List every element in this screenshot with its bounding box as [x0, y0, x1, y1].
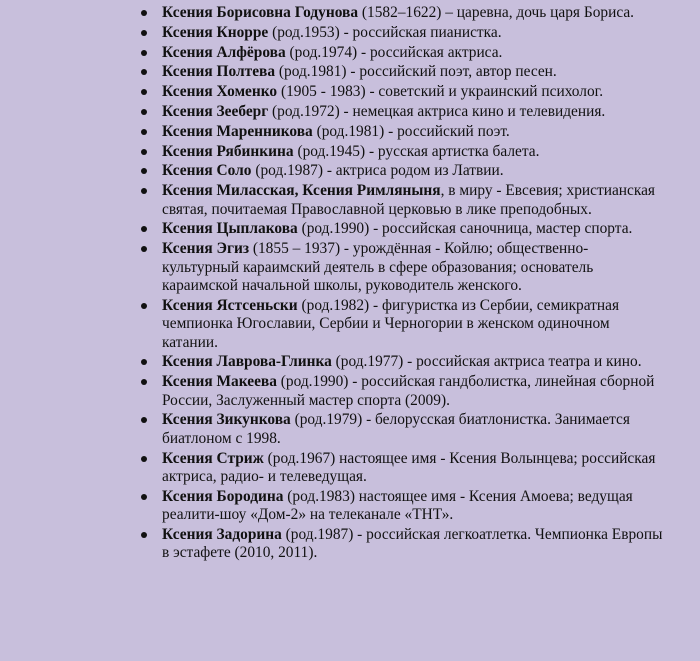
list-item: [0, 353, 700, 371]
person-description: (род.1990) - российская саночница, мастер спорта.: [297, 220, 633, 238]
list-item: [0, 297, 700, 352]
bullet-icon: [141, 494, 147, 500]
person-name: Ксения Бородина: [162, 487, 284, 505]
bullet-icon: [141, 10, 147, 16]
person-name: Ксения Маренникова: [162, 122, 313, 140]
bullet-icon: [141, 456, 147, 462]
person-name: Ксения Цыплакова: [162, 220, 298, 238]
bullet-icon: [141, 89, 147, 95]
list-item: [0, 24, 700, 42]
list-item: [0, 63, 700, 81]
person-description: (род.1981) - российский поэт.: [312, 122, 510, 140]
person-name: Ксения Зееберг: [162, 102, 269, 120]
person-description: (1582–1622) – царевна, дочь царя Бориса.: [358, 4, 635, 21]
person-description: (род.1982) - фигуристка из Сербии, семикратная чемпионка Югославии, Сербии и Черногории в женском одиночном катании.: [162, 296, 620, 351]
person-name: Ксения Борисовна Годунова: [162, 4, 359, 21]
bullet-icon: [141, 417, 147, 423]
person-name: Ксения Рябинкина: [162, 142, 294, 160]
bullet-icon: [141, 168, 147, 174]
bullet-icon: [141, 188, 147, 194]
person-description: (род.1979) - белорусская биатлонистка. Занимается биатлоном с 1998.: [162, 411, 630, 447]
bullet-icon: [141, 303, 147, 309]
person-name: Ксения Макеева: [162, 373, 277, 391]
list-item: [0, 44, 700, 62]
bullet-icon: [141, 379, 147, 385]
list-item: [0, 450, 700, 487]
person-name: Ксения Хоменко: [162, 83, 278, 101]
person-description: (род.1983) настоящее имя - Ксения Амоева; ведущая реалити-шоу «Дом-2» на телеканале «ТНТ».: [162, 487, 633, 524]
person-description: (род.1981) - российский поэт, автор песен.: [275, 63, 557, 81]
list-item: [0, 526, 700, 563]
person-name: Ксения Соло: [162, 162, 252, 180]
person-name: Ксения Алфёрова: [162, 43, 286, 61]
person-description: (род.1953) - российская пианистка.: [268, 23, 502, 41]
bullet-icon: [141, 149, 147, 155]
person-description: (род.1990) - российская гандболистка, линейная сборной России, Заслуженный мастер спорта (2009).: [162, 373, 655, 409]
person-name: Ксения Эгиз: [162, 240, 250, 258]
list-item: [0, 83, 700, 101]
bullet-icon: [141, 359, 147, 365]
person-name: Ксения Стриж: [162, 449, 264, 467]
person-name: Ксения Лаврова-Глинка: [162, 353, 332, 371]
person-description: (род.1987) - российская легкоатлетка. Чемпионка Европы в эстафете (2010, 2011).: [162, 526, 663, 562]
person-name: Ксения Миласская, Ксения Римляныня: [162, 182, 441, 200]
list-item: [0, 220, 700, 238]
bullet-icon: [141, 69, 147, 75]
person-name: Ксения Кнорре: [162, 23, 269, 41]
list-item: [0, 103, 700, 121]
list-item: [0, 240, 700, 295]
person-description: (род.1967) настоящее имя - Ксения Волынцева; российская актриса, радио- и телеведущая.: [162, 449, 656, 485]
person-description: (род.1977) - российская актриса театра и кино.: [331, 353, 642, 371]
list-item: [0, 182, 700, 219]
person-name: Ксения Ястсеньски: [162, 296, 298, 314]
person-description: (род.1987) - актриса родом из Латвии.: [251, 162, 504, 180]
list-item: [0, 4, 700, 22]
person-description: , в миру - Евсевия; христианская святая, почитаемая Православной церковью в лике преподобных.: [162, 182, 656, 218]
person-description: (1855 – 1937) - урождённая - Койлю; общественно-культурный караимский деятель в сфере образования; основатель караимской начальной школы, руководитель женского.: [162, 240, 594, 294]
person-name: Ксения Задорина: [162, 526, 282, 543]
person-description: (род.1974) - российская актриса.: [285, 43, 503, 61]
bullet-icon: [141, 109, 147, 115]
bullet-icon: [141, 246, 147, 252]
bullet-icon: [141, 532, 147, 538]
person-name: Ксения Полтева: [162, 63, 276, 81]
bullet-icon: [141, 226, 147, 232]
bullet-icon: [141, 50, 147, 56]
person-description: (род.1945) - русская артистка балета.: [293, 142, 540, 160]
person-description: (род.1972) - немецкая актриса кино и телевидения.: [268, 102, 606, 120]
person-list: [0, 4, 700, 564]
list-item: [0, 488, 700, 525]
list-item: [0, 123, 700, 141]
list-item: [0, 373, 700, 410]
list-item: [0, 162, 700, 180]
person-description: (1905 - 1983) - советский и украинский психолог.: [277, 83, 604, 101]
bullet-icon: [141, 30, 147, 36]
list-item: [0, 143, 700, 161]
person-name: Ксения Зикункова: [162, 411, 291, 429]
list-item: [0, 411, 700, 448]
bullet-icon: [141, 129, 147, 135]
